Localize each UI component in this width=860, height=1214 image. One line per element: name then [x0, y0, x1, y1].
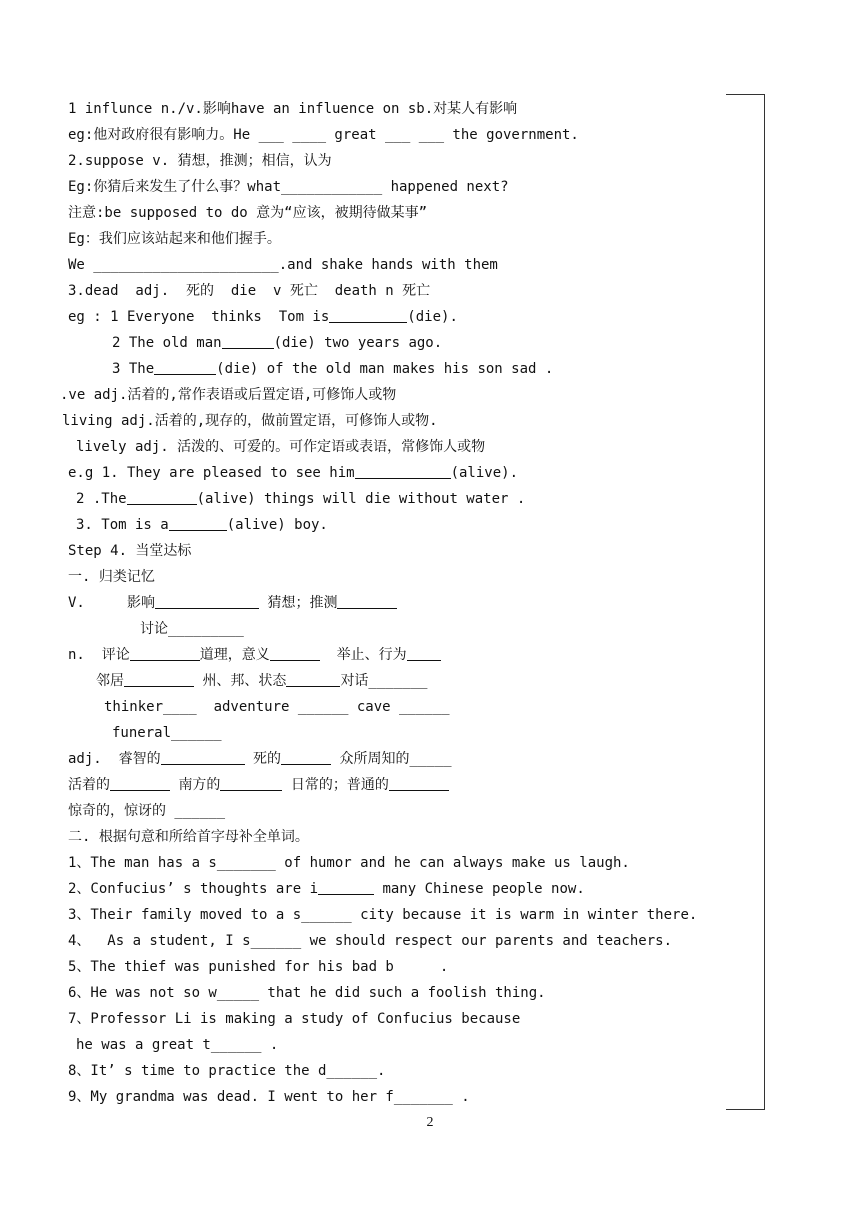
text-line — [68, 750, 452, 768]
text-segment: 5、The thief was punished for his bad b — [68, 959, 394, 975]
text-line: Eg:你猜后来发生了什么事？what____________ happened next? — [68, 179, 509, 195]
text-line: eg:他对政府很有影响力。He ___ ____ great ___ ___ the government. — [68, 127, 579, 143]
section-heading: 二. 根据句意和所给首字母补全单词。 — [68, 829, 309, 845]
text-line — [68, 776, 449, 794]
text-line — [68, 308, 458, 326]
text-segment: (alive) boy. — [226, 517, 328, 533]
text-segment: . — [439, 959, 449, 975]
answer-blank[interactable] — [318, 880, 374, 895]
answer-blank[interactable] — [169, 516, 227, 531]
exercise-item — [68, 958, 448, 976]
text-line — [68, 646, 441, 664]
answer-blank[interactable] — [130, 646, 200, 661]
answer-blank[interactable] — [407, 646, 441, 661]
text-segment: 3. Tom is a — [76, 517, 169, 533]
text-segment: (die). — [407, 309, 458, 325]
answer-blank[interactable] — [110, 776, 170, 791]
answer-blank[interactable] — [337, 594, 397, 609]
answer-blank[interactable] — [286, 672, 340, 687]
text-segment: 邻居 — [96, 673, 124, 689]
exercise-item — [68, 880, 585, 898]
text-line: We ______________________.and shake hands with them — [68, 257, 498, 273]
text-segment: adj. 睿智的 — [68, 751, 161, 767]
text-line: Eg：我们应该站起来和他们握手。 — [68, 231, 281, 247]
text-segment: (die) of the old man makes his son sad . — [216, 361, 554, 377]
text-line: funeral______ — [112, 725, 222, 741]
text-segment: 众所周知的_____ — [339, 751, 452, 767]
text-line: .ve adj.活着的,常作表语或后置定语,可修饰人或物 — [60, 387, 397, 403]
text-line — [112, 360, 553, 378]
answer-blank[interactable] — [161, 750, 245, 765]
exercise-item: 7、Professor Li is making a study of Confucius because — [68, 1011, 521, 1027]
text-segment: 对话_______ — [340, 673, 428, 689]
answer-blank[interactable] — [222, 334, 274, 349]
text-segment: (die) two years ago. — [273, 335, 443, 351]
text-segment: 2 .The — [76, 491, 127, 507]
text-segment: 猜想；推测 — [267, 595, 338, 611]
text-segment: (alive). — [450, 465, 519, 481]
exercise-item: he was a great t______ . — [76, 1037, 279, 1053]
text-line: 2.suppose v. 猜想，推测；相信，认为 — [68, 153, 332, 169]
text-segment: n. 评论 — [68, 647, 130, 663]
answer-blank[interactable] — [270, 646, 320, 661]
text-segment: 道理，意义 — [199, 647, 270, 663]
text-line: 惊奇的，惊讶的 ______ — [68, 803, 226, 819]
text-line — [68, 464, 518, 482]
text-segment: 3 The — [112, 361, 155, 377]
answer-blank[interactable] — [124, 672, 194, 687]
text-line: living adj.活着的,现存的，做前置定语，可修饰人或物. — [62, 413, 438, 429]
answer-blank[interactable] — [220, 776, 282, 791]
exercise-item: 9、My grandma was dead. I went to her f_______ . — [68, 1089, 470, 1105]
text-line — [96, 672, 427, 690]
text-line: lively adj. 活泼的、可爱的。可作定语或表语，常修饰人或物 — [76, 439, 486, 455]
text-segment: 活着的 — [68, 777, 110, 793]
answer-blank[interactable] — [329, 308, 407, 323]
exercise-item: 3、Their family moved to a s______ city because it is warm in winter there. — [68, 907, 698, 923]
text-line: 3.dead adj. 死的 die v 死亡 death n 死亡 — [68, 283, 431, 299]
text-segment: 州、邦、状态 — [202, 673, 287, 689]
text-segment: 南方的 — [178, 777, 221, 793]
answer-blank[interactable] — [281, 750, 331, 765]
answer-blank[interactable] — [127, 490, 197, 505]
section-heading: 一. 归类记忆 — [68, 569, 155, 585]
text-segment: eg : 1 Everyone thinks Tom is — [68, 309, 330, 325]
text-line: 1 influnce n./v.影响have an influence on sb.对某人有影响 — [68, 101, 518, 117]
answer-blank[interactable] — [355, 464, 451, 479]
text-line: thinker____ adventure ______ cave ______ — [104, 699, 450, 715]
exercise-item: 1、The man has a s_______ of humor and he can always make us laugh. — [68, 855, 630, 871]
text-segment: e.g 1. They are pleased to see him — [68, 465, 355, 481]
text-line: 注意:be supposed to do 意为“应该，被期待做某事” — [68, 205, 428, 221]
exercise-item: 6、He was not so w_____ that he did such a foolish thing. — [68, 985, 546, 1001]
text-segment: V. 影响 — [68, 595, 156, 611]
text-line — [76, 490, 525, 508]
text-segment: many Chinese people now. — [382, 881, 585, 897]
text-segment: 举止、行为 — [336, 647, 407, 663]
exercise-item: 8、It’ s time to practice the d______. — [68, 1063, 386, 1079]
text-line — [76, 516, 328, 534]
text-segment: 2、Confucius’ s thoughts are i — [68, 881, 319, 897]
exercise-item: 4、 As a student, I s______ we should respect our parents and teachers. — [68, 933, 673, 949]
answer-blank[interactable] — [155, 594, 259, 609]
text-segment: 死的 — [253, 751, 282, 767]
margin-bracket — [726, 94, 765, 1110]
text-segment: 2 The old man — [112, 335, 222, 351]
answer-blank[interactable] — [154, 360, 216, 375]
section-heading: Step 4. 当堂达标 — [68, 543, 192, 559]
text-segment: 日常的；普通的 — [290, 777, 389, 793]
page-number: 2 — [426, 1115, 434, 1130]
text-line: 讨论_________ — [140, 621, 244, 637]
text-line — [68, 594, 397, 612]
text-line — [112, 334, 442, 352]
text-segment: (alive) things will die without water . — [196, 491, 526, 507]
answer-blank[interactable] — [389, 776, 449, 791]
